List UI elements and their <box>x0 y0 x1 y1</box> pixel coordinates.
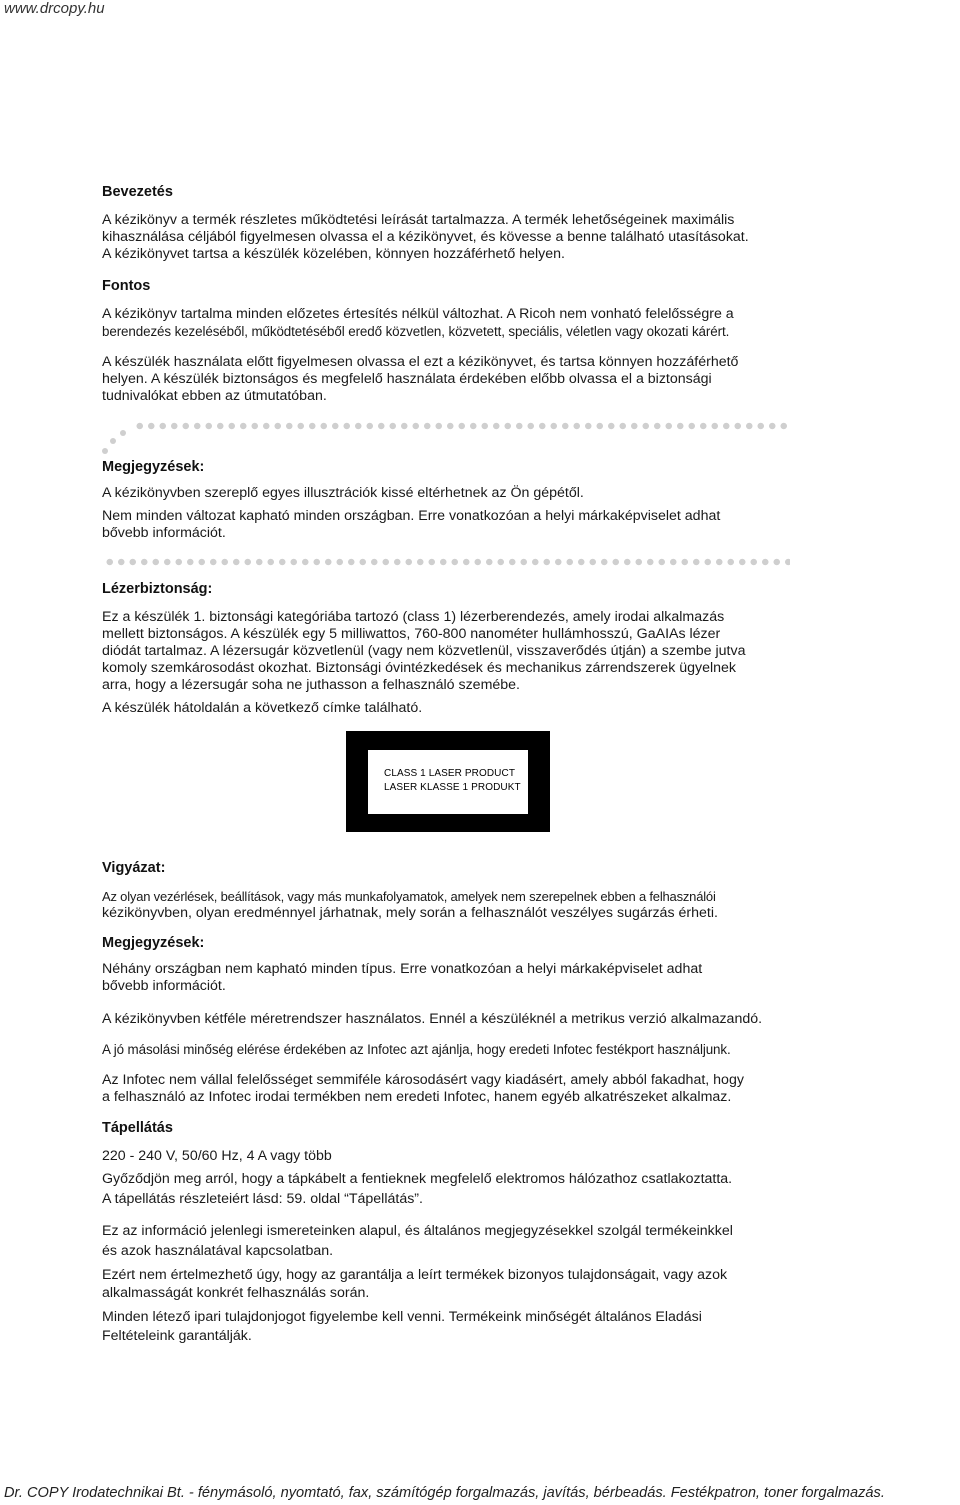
power-line-1: Győződjön meg arról, hogy a tápkábelt a fentieknek megfelelő elektromos hálózathoz csatlakoztatta. <box>102 1171 733 1187</box>
laser-label-panel <box>368 750 528 814</box>
power-para4-line-1: Minden létező ipari tulajdonjogot figyelembe kell venni. Termékeink minőségét általános Eladási <box>102 1309 702 1325</box>
notes2-heading: Megjegyzések: <box>102 935 205 951</box>
intro-line-3: A kézikönyvet tartsa a készülék közelében, könnyen hozzáférhető helyen. <box>102 246 565 262</box>
notes-line-3: bővebb információt. <box>102 525 226 541</box>
important-para2-line-1: A készülék használata előtt figyelmesen olvassa el ezt a kézikönyvet, és tartsa könnyen hozzáférhető <box>102 354 739 370</box>
laser-line-3: diódát tartalmaz. A lézersugár közvetlenül (vagy nem közvetlenül, visszaverődés útján) a szembe jutva <box>102 643 746 659</box>
notes-heading: Megjegyzések: <box>102 459 205 475</box>
power-spec: 220 - 240 V, 50/60 Hz, 4 A vagy több <box>102 1148 332 1164</box>
footer-watermark: Dr. COPY Irodatechnikai Bt. - fénymásoló, nyomtató, fax, számítógép forgalmazás, javítás, bérbeadás. Festékpatron, toner forgalmazás. <box>4 1485 885 1501</box>
power-para2-line-1: Ez az információ jelenlegi ismereteinken alapul, és általános megjegyzésekkel szolgál termékeinkkel <box>102 1223 733 1239</box>
notes2-line-2: bővebb információt. <box>102 978 226 994</box>
important-para2-line-3: tudnivalókat ebben az útmutatóban. <box>102 388 327 404</box>
important-para2-line-2: helyen. A készülék biztonságos és megfelelő használata érdekében előbb olvassa el a biztonsági <box>102 371 712 387</box>
laser-line-2: mellett biztonságos. A készülék egy 5 milliwattos, 760-800 nanométer hullámhosszú, GaAIAs lézer <box>102 626 721 642</box>
intro-line-1: A kézikönyv a termék részletes működtetési leírását tartalmazza. A termék lehetőségeinek maximális <box>102 212 735 228</box>
laser-label-note: A készülék hátoldalán a következő címke található. <box>102 700 423 716</box>
power-para2-line-2: és azok használatával kapcsolatban. <box>102 1243 334 1259</box>
notes-line-2: Nem minden változat kapható minden országban. Erre vonatkozóan a helyi márkaképviselet adhat <box>102 508 721 524</box>
header-watermark: www.drcopy.hu <box>4 0 105 17</box>
notes-line-1: A kézikönyvben szereplő egyes illusztrációk kissé eltérhetnek az Ön gépétől. <box>102 485 584 501</box>
power-heading: Tápellátás <box>102 1120 173 1136</box>
important-heading: Fontos <box>102 278 151 294</box>
notes2-line-1: Néhány országban nem kapható minden típus. Erre vonatkozóan a helyi márkaképviselet adhat <box>102 961 703 977</box>
laser-line-1: Ez a készülék 1. biztonsági kategóriába tartozó (class 1) lézerberendezés, amely irodai alkalmazás <box>102 609 725 625</box>
dotted-divider <box>134 422 790 430</box>
laser-label-line-1: CLASS 1 LASER PRODUCT <box>384 768 516 779</box>
power-para3-line-1: Ezért nem értelmezhető úgy, hogy az garantálja a leírt termékek bizonyos tulajdonságait, vagy azok <box>102 1267 728 1283</box>
caution-heading: Vigyázat: <box>102 860 166 876</box>
power-line-2: A tápellátás részleteiért lásd: 59. oldal “Tápellátás”. <box>102 1191 423 1207</box>
notes2-line-6: a felhasználó az Infotec irodai termékben nem eredeti Infotec, hanem egyéb alkatrészeket alkalmaz. <box>102 1089 732 1105</box>
power-para3-line-2: alkalmasságát konkrét felhasználás során. <box>102 1285 370 1301</box>
laser-heading: Lézerbiztonság: <box>102 581 213 597</box>
divider-dot <box>120 430 126 436</box>
intro-heading: Bevezetés <box>102 184 173 200</box>
laser-product-label <box>346 731 550 832</box>
intro-line-2: kihasználása céljából figyelmesen olvassa el a kézikönyvet, és kövesse a benne található utasításokat. <box>102 229 749 245</box>
dotted-divider <box>104 558 790 566</box>
important-line-2: berendezés kezeléséből, működtetéséből eredő közvetlen, közvetett, speciális, véletlen vagy okozati kárért. <box>102 324 730 339</box>
power-para4-line-2: Feltételeink garantálják. <box>102 1328 252 1344</box>
laser-label-line-2: LASER KLASSE 1 PRODUKT <box>384 782 521 793</box>
caution-line-2: kézikönyvben, olyan eredménnyel járhatnak, mely során a felhasználót veszélyes sugárzás érheti. <box>102 905 718 921</box>
notes2-line-5: Az Infotec nem vállal felelősséget semmiféle károsodásért vagy kiadásért, amely abból fakadhat, hogy <box>102 1072 744 1088</box>
divider-dot <box>110 438 116 444</box>
notes2-line-3: A kézikönyvben kétféle méretrendszer használatos. Ennél a készüléknél a metrikus verzió alkalmazandó. <box>102 1011 763 1027</box>
important-line-1: A kézikönyv tartalma minden előzetes értesítés nélkül változhat. A Ricoh nem vonható felelősségre a <box>102 306 734 322</box>
laser-line-4: komoly szemkárosodást okozhat. Biztonsági óvintézkedések és mechanikus zárrendszerek ügyelnek <box>102 660 737 676</box>
divider-dot <box>102 448 108 454</box>
caution-line-1: Az olyan vezérlések, beállítások, vagy más munkafolyamatok, amelyek nem szerepelnek ebben a felhasználói <box>102 889 716 904</box>
notes2-line-4: A jó másolási minőség elérése érdekében az Infotec azt ajánlja, hogy eredeti Infotec festékport használjunk. <box>102 1042 731 1057</box>
laser-line-5: arra, hogy a lézersugár soha ne juthasson a felhasználó szemébe. <box>102 677 520 693</box>
